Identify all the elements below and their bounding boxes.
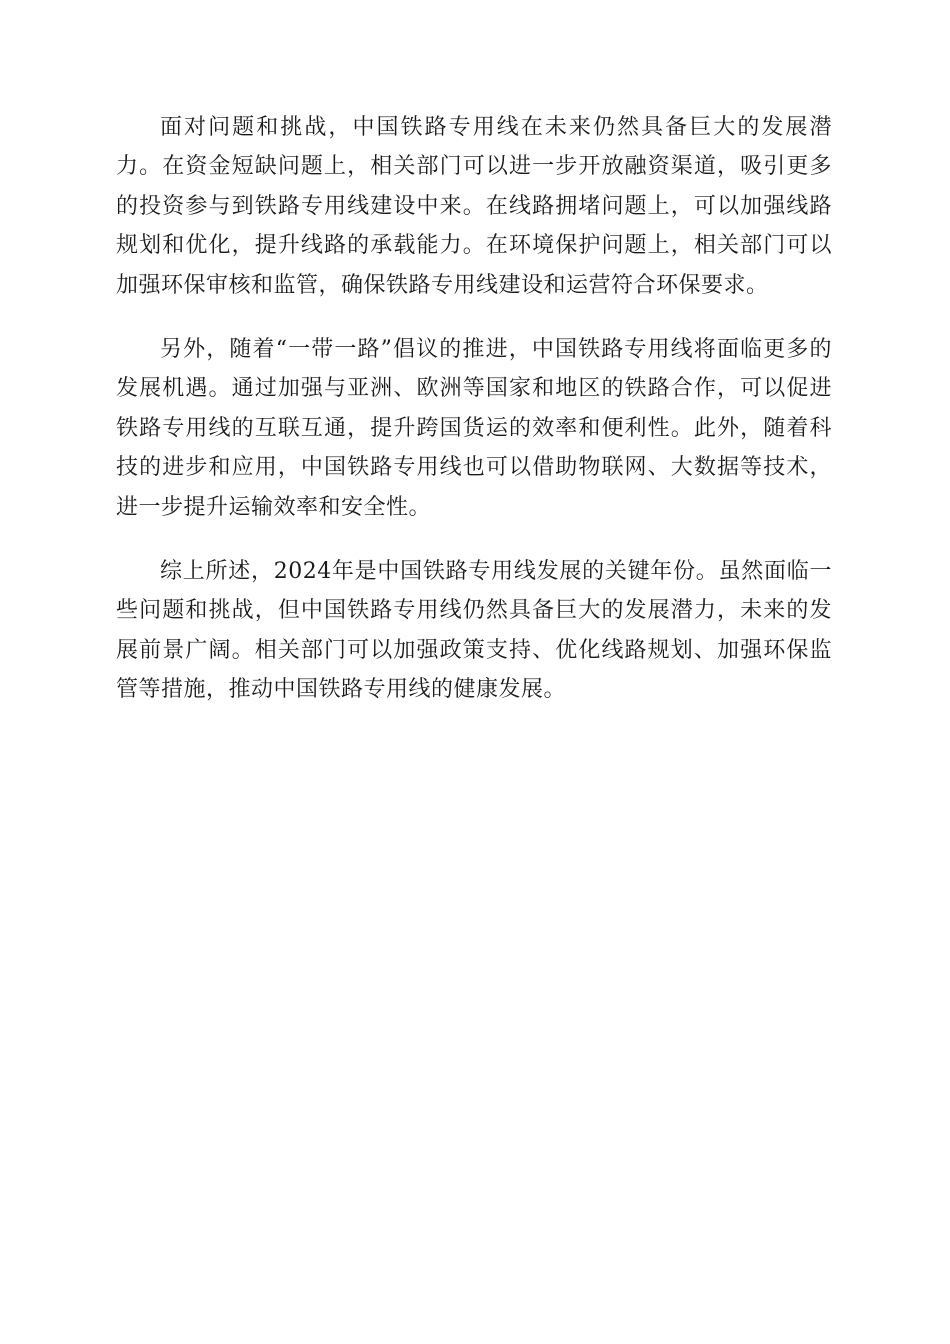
paragraph-challenges-outlook: 面对问题和挑战，中国铁路专用线在未来仍然具备巨大的发展潜力。在资金短缺问题上，相关部门可以进一步开放融资渠道，吸引更多的投资参与到铁路专用线建设中来。在线路拥堵问题上，可以加强线路规划和优化，提升线路的承载能力。在环境保护问题上，相关部门可以加强环保审核和监管，确保铁路专用线建设和运营符合环保要求。 <box>116 115 832 298</box>
document-body <box>116 108 832 735</box>
paragraph-belt-and-road: 另外，随着“一带一路”倡议的推进，中国铁路专用线将面临更多的发展机遇。通过加强与亚洲、欧洲等国家和地区的铁路合作，可以促进铁路专用线的互联互通，提升跨国货运的效率和便利性。此外，随着科技的进步和应用，中国铁路专用线也可以借助物联网、大数据等技术，进一步提升运输效率和安全性。 <box>116 337 832 520</box>
paragraph-conclusion: 综上所述，2024年是中国铁路专用线发展的关键年份。虽然面临一些问题和挑战，但中国铁路专用线仍然具备巨大的发展潜力，未来的发展前景广阔。相关部门可以加强政策支持、优化线路规划、加强环保监管等措施，推动中国铁路专用线的健康发展。 <box>116 559 832 703</box>
